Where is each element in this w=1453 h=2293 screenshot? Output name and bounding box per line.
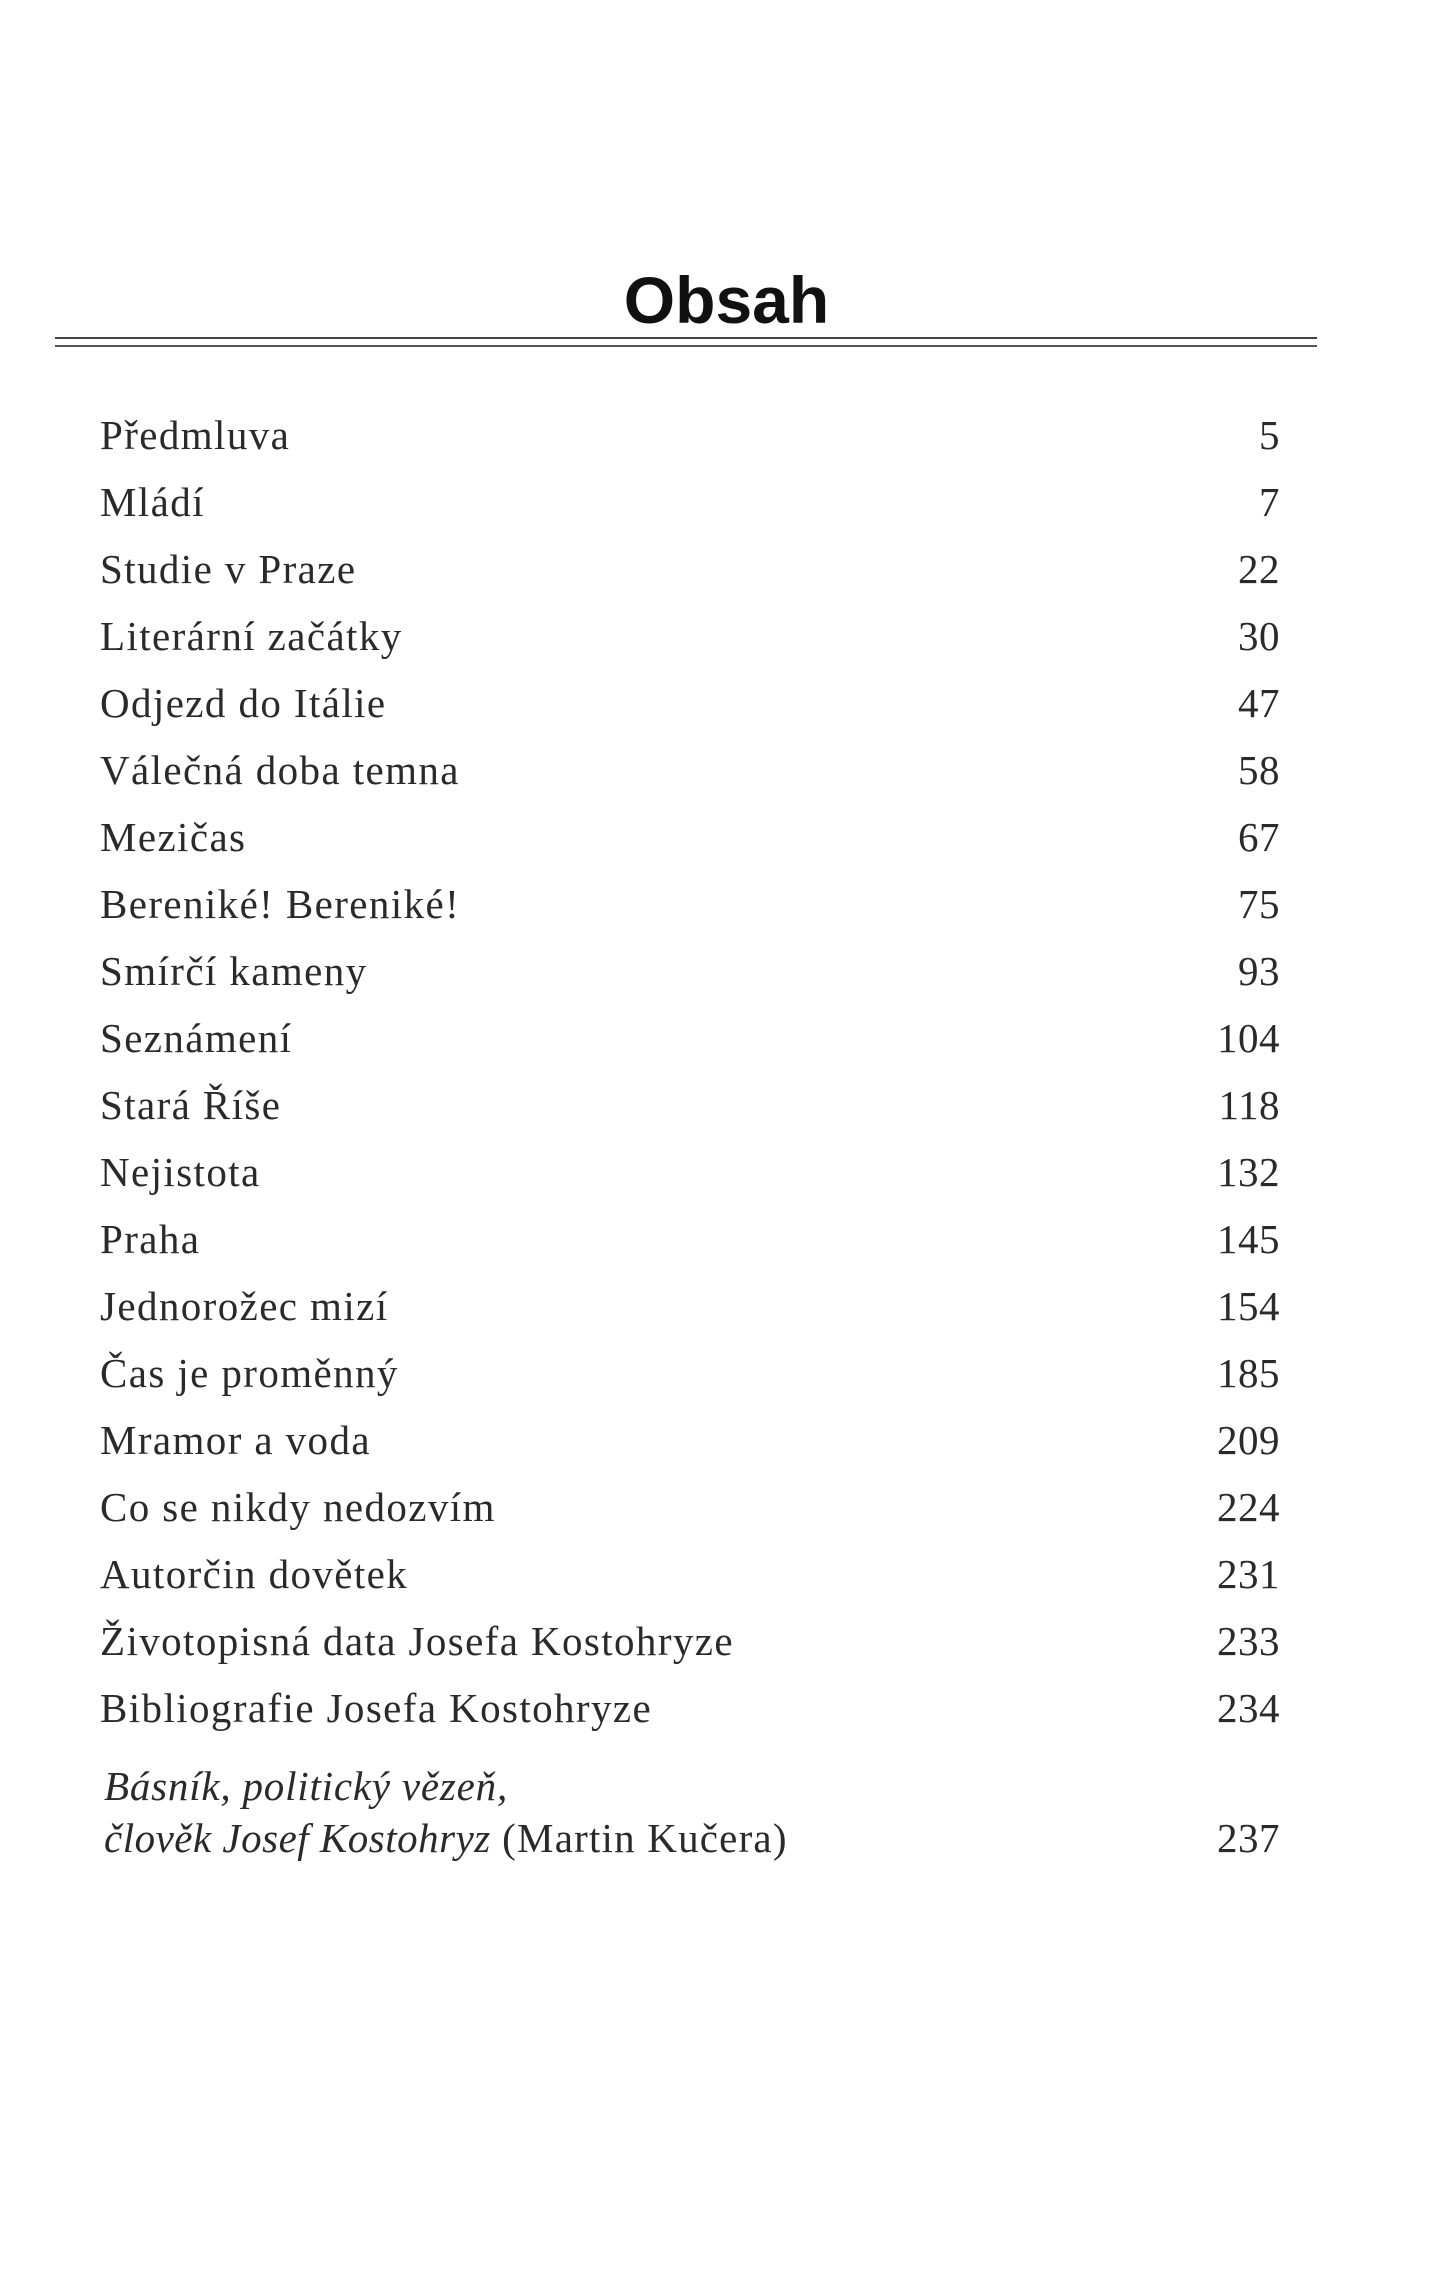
toc-entry-title: Praha bbox=[100, 1216, 201, 1262]
toc-entry-page: 118 bbox=[1218, 1082, 1280, 1128]
toc-entry-page: 47 bbox=[1238, 680, 1280, 726]
toc-entry bbox=[100, 1072, 1280, 1139]
title-divider-bottom bbox=[55, 345, 1317, 347]
toc-entry bbox=[100, 1474, 1280, 1541]
toc-entry-title: Mramor a voda bbox=[100, 1417, 371, 1463]
toc-entry-title: Literární začátky bbox=[100, 613, 403, 659]
toc-entry-page: 67 bbox=[1238, 814, 1280, 860]
toc-entry-title: Nejistota bbox=[100, 1149, 261, 1195]
toc-entry-page: 5 bbox=[1259, 412, 1280, 458]
toc-entry bbox=[100, 1139, 1280, 1206]
toc-list bbox=[100, 402, 1280, 1861]
toc-entry-page: 234 bbox=[1217, 1685, 1280, 1731]
toc-entry bbox=[100, 1407, 1280, 1474]
toc-entry-page: 132 bbox=[1217, 1149, 1280, 1195]
toc-entry-title: Jednorožec mizí bbox=[100, 1283, 389, 1329]
toc-entry bbox=[100, 1273, 1280, 1340]
toc-entry bbox=[100, 1541, 1280, 1608]
toc-entry-last bbox=[100, 1742, 1280, 1861]
page-title: Obsah bbox=[623, 263, 830, 337]
toc-entry-title: Autorčin dovětek bbox=[100, 1551, 409, 1597]
title-divider-top bbox=[55, 337, 1317, 339]
toc-entry-title: Mládí bbox=[100, 479, 205, 525]
toc-entry-title: Co se nikdy nedozvím bbox=[100, 1484, 496, 1530]
toc-entry-page: 185 bbox=[1217, 1350, 1280, 1396]
toc-entry-title-line2-italic: člověk Josef Kostohryz bbox=[104, 1815, 491, 1861]
toc-entry-page: 93 bbox=[1238, 948, 1280, 994]
toc-entry-page: 237 bbox=[1217, 1815, 1280, 1861]
toc-entry-page: 231 bbox=[1217, 1551, 1280, 1597]
toc-entry bbox=[100, 1206, 1280, 1273]
toc-entry bbox=[100, 871, 1280, 938]
toc-entry bbox=[100, 1675, 1280, 1742]
toc-entry-title: Předmluva bbox=[100, 412, 291, 458]
toc-entry-page: 209 bbox=[1217, 1417, 1280, 1463]
toc-entry bbox=[100, 737, 1280, 804]
toc-entry bbox=[100, 804, 1280, 871]
toc-entry-title: Seznámení bbox=[100, 1015, 293, 1061]
toc-entry-title: Mezičas bbox=[100, 814, 247, 860]
toc-entry bbox=[100, 469, 1280, 536]
toc-entry-title: Čas je proměnný bbox=[100, 1350, 399, 1396]
toc-entry bbox=[100, 402, 1280, 469]
toc-entry-title-line2 bbox=[104, 1812, 788, 1864]
toc-entry bbox=[100, 670, 1280, 737]
toc-entry-page: 104 bbox=[1217, 1015, 1280, 1061]
toc-entry-page: 75 bbox=[1238, 881, 1280, 927]
toc-entry-title: Stará Říše bbox=[100, 1082, 282, 1128]
toc-entry bbox=[100, 1340, 1280, 1407]
toc-entry-page: 22 bbox=[1238, 546, 1280, 592]
toc-entry-title: Životopisná data Josefa Kostohryze bbox=[100, 1618, 734, 1664]
toc-entry-page: 58 bbox=[1238, 747, 1280, 793]
toc-entry-page: 145 bbox=[1217, 1216, 1280, 1262]
toc-entry-page: 154 bbox=[1217, 1283, 1280, 1329]
toc-entry-title: Studie v Praze bbox=[100, 546, 357, 592]
toc-entry-page: 7 bbox=[1259, 479, 1280, 525]
toc-entry bbox=[100, 1608, 1280, 1675]
toc-entry-title: Odjezd do Itálie bbox=[100, 680, 387, 726]
toc-entry bbox=[100, 938, 1280, 1005]
toc-entry-title: Bereniké! Bereniké! bbox=[100, 881, 461, 927]
toc-entry-title: Smírčí kameny bbox=[100, 948, 368, 994]
toc-entry-title-line1: Básník, politický vězeň, bbox=[104, 1763, 508, 1809]
toc-entry-title: Bibliografie Josefa Kostohryze bbox=[100, 1685, 653, 1731]
toc-entry bbox=[100, 536, 1280, 603]
toc-entry bbox=[100, 603, 1280, 670]
toc-entry-page: 30 bbox=[1238, 613, 1280, 659]
toc-entry-page: 233 bbox=[1217, 1618, 1280, 1664]
toc-entry-title: Válečná doba temna bbox=[100, 747, 460, 793]
toc-entry bbox=[100, 1005, 1280, 1072]
toc-entry-title-line2-author: (Martin Kučera) bbox=[490, 1815, 788, 1861]
toc-entry-page: 224 bbox=[1217, 1484, 1280, 1530]
